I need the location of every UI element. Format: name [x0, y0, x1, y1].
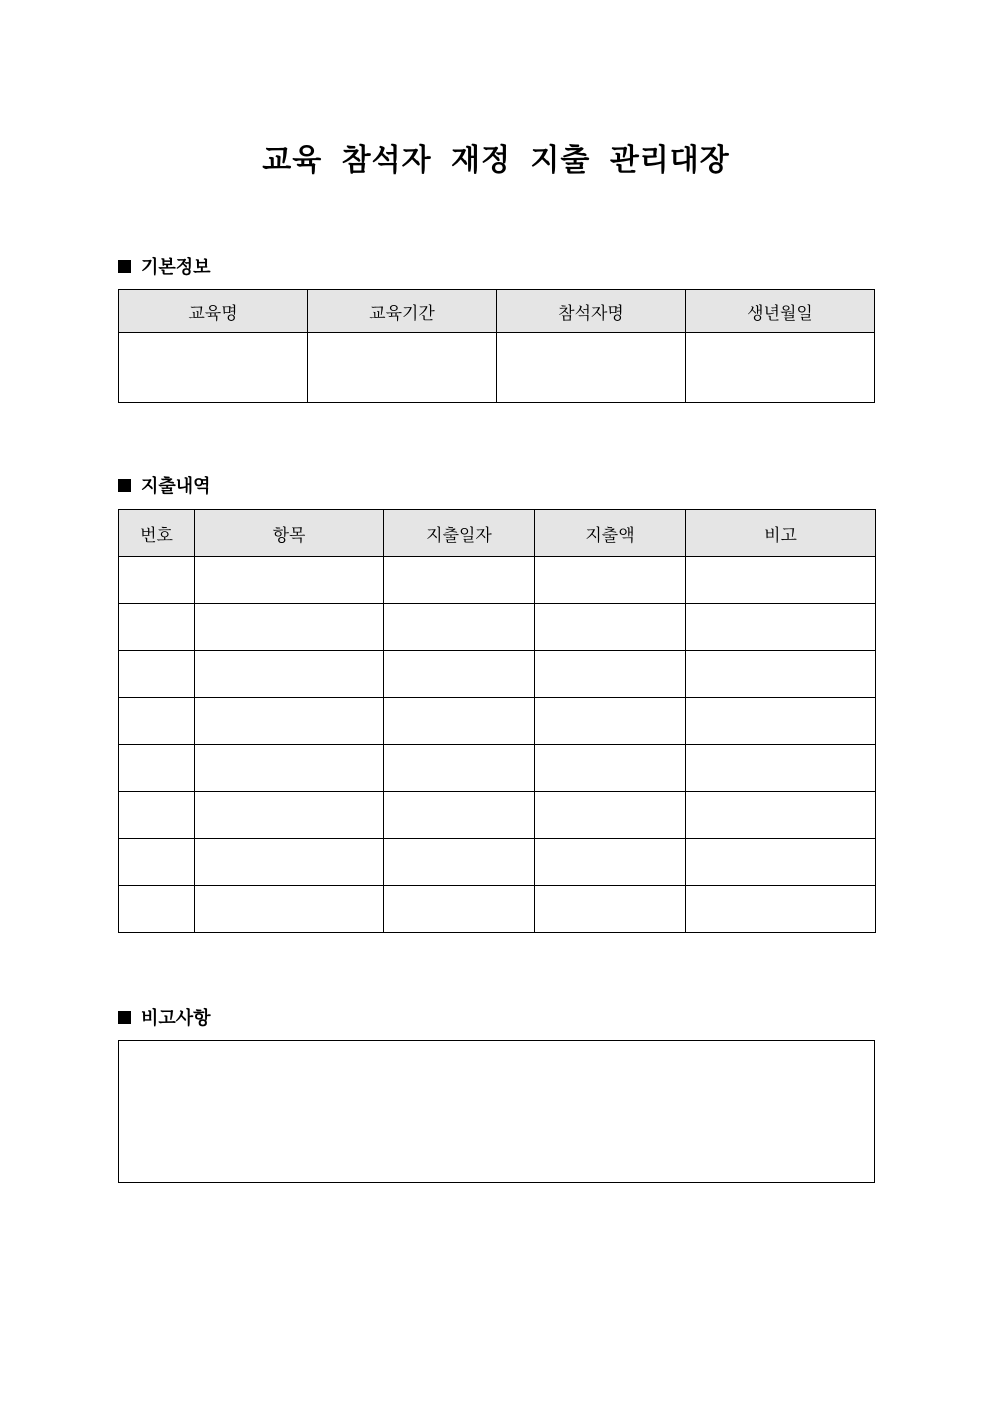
amount-cell[interactable]	[535, 698, 686, 745]
item-cell[interactable]	[195, 651, 384, 698]
number-cell[interactable]	[119, 604, 195, 651]
table-row	[119, 792, 876, 839]
note-cell[interactable]	[686, 839, 876, 886]
date-cell[interactable]	[384, 651, 535, 698]
col-header-note: 비고	[686, 510, 876, 557]
amount-cell[interactable]	[535, 839, 686, 886]
date-cell[interactable]	[384, 557, 535, 604]
basic-info-heading-label: 기본정보	[141, 257, 211, 278]
col-header-date: 지출일자	[384, 510, 535, 557]
item-cell[interactable]	[195, 604, 384, 651]
remarks-heading-label: 비고사항	[141, 1008, 211, 1029]
note-cell[interactable]	[686, 792, 876, 839]
table-row	[119, 651, 876, 698]
basic-info-heading	[118, 253, 211, 279]
basic-info-value-row	[119, 333, 875, 403]
number-cell[interactable]	[119, 745, 195, 792]
date-cell[interactable]	[384, 792, 535, 839]
item-cell[interactable]	[195, 792, 384, 839]
education-name-cell[interactable]	[119, 333, 308, 403]
amount-cell[interactable]	[535, 886, 686, 933]
col-header-item: 항목	[195, 510, 384, 557]
table-row	[119, 745, 876, 792]
expenses-heading	[118, 472, 211, 498]
note-cell[interactable]	[686, 745, 876, 792]
col-header-number: 번호	[119, 510, 195, 557]
number-cell[interactable]	[119, 886, 195, 933]
document-title: 교육 참석자 재정 지출 관리대장	[262, 143, 730, 178]
date-cell[interactable]	[384, 698, 535, 745]
education-period-cell[interactable]	[308, 333, 497, 403]
col-header-amount: 지출액	[535, 510, 686, 557]
expenses-header-row	[119, 510, 876, 557]
table-row	[119, 839, 876, 886]
square-bullet-icon	[118, 1011, 131, 1024]
amount-cell[interactable]	[535, 745, 686, 792]
item-cell[interactable]	[195, 745, 384, 792]
remarks-box[interactable]	[118, 1040, 875, 1183]
note-cell[interactable]	[686, 886, 876, 933]
date-cell[interactable]	[384, 839, 535, 886]
expenses-heading-label: 지출내역	[141, 476, 211, 497]
date-cell[interactable]	[384, 604, 535, 651]
number-cell[interactable]	[119, 792, 195, 839]
square-bullet-icon	[118, 479, 131, 492]
col-header-education-period: 교육기간	[308, 290, 497, 333]
note-cell[interactable]	[686, 557, 876, 604]
item-cell[interactable]	[195, 886, 384, 933]
basic-info-table	[118, 289, 875, 403]
amount-cell[interactable]	[535, 651, 686, 698]
remarks-heading	[118, 1004, 211, 1030]
amount-cell[interactable]	[535, 604, 686, 651]
note-cell[interactable]	[686, 698, 876, 745]
attendee-name-cell[interactable]	[497, 333, 686, 403]
table-row	[119, 557, 876, 604]
square-bullet-icon	[118, 260, 131, 273]
col-header-birth-date: 생년월일	[686, 290, 875, 333]
expenses-table	[118, 509, 876, 933]
number-cell[interactable]	[119, 698, 195, 745]
number-cell[interactable]	[119, 651, 195, 698]
item-cell[interactable]	[195, 839, 384, 886]
table-row	[119, 886, 876, 933]
number-cell[interactable]	[119, 557, 195, 604]
basic-info-header-row	[119, 290, 875, 333]
note-cell[interactable]	[686, 604, 876, 651]
number-cell[interactable]	[119, 839, 195, 886]
amount-cell[interactable]	[535, 557, 686, 604]
birth-date-cell[interactable]	[686, 333, 875, 403]
table-row	[119, 604, 876, 651]
item-cell[interactable]	[195, 557, 384, 604]
item-cell[interactable]	[195, 698, 384, 745]
table-row	[119, 698, 876, 745]
date-cell[interactable]	[384, 745, 535, 792]
note-cell[interactable]	[686, 651, 876, 698]
col-header-education-name: 교육명	[119, 290, 308, 333]
date-cell[interactable]	[384, 886, 535, 933]
amount-cell[interactable]	[535, 792, 686, 839]
col-header-attendee-name: 참석자명	[497, 290, 686, 333]
